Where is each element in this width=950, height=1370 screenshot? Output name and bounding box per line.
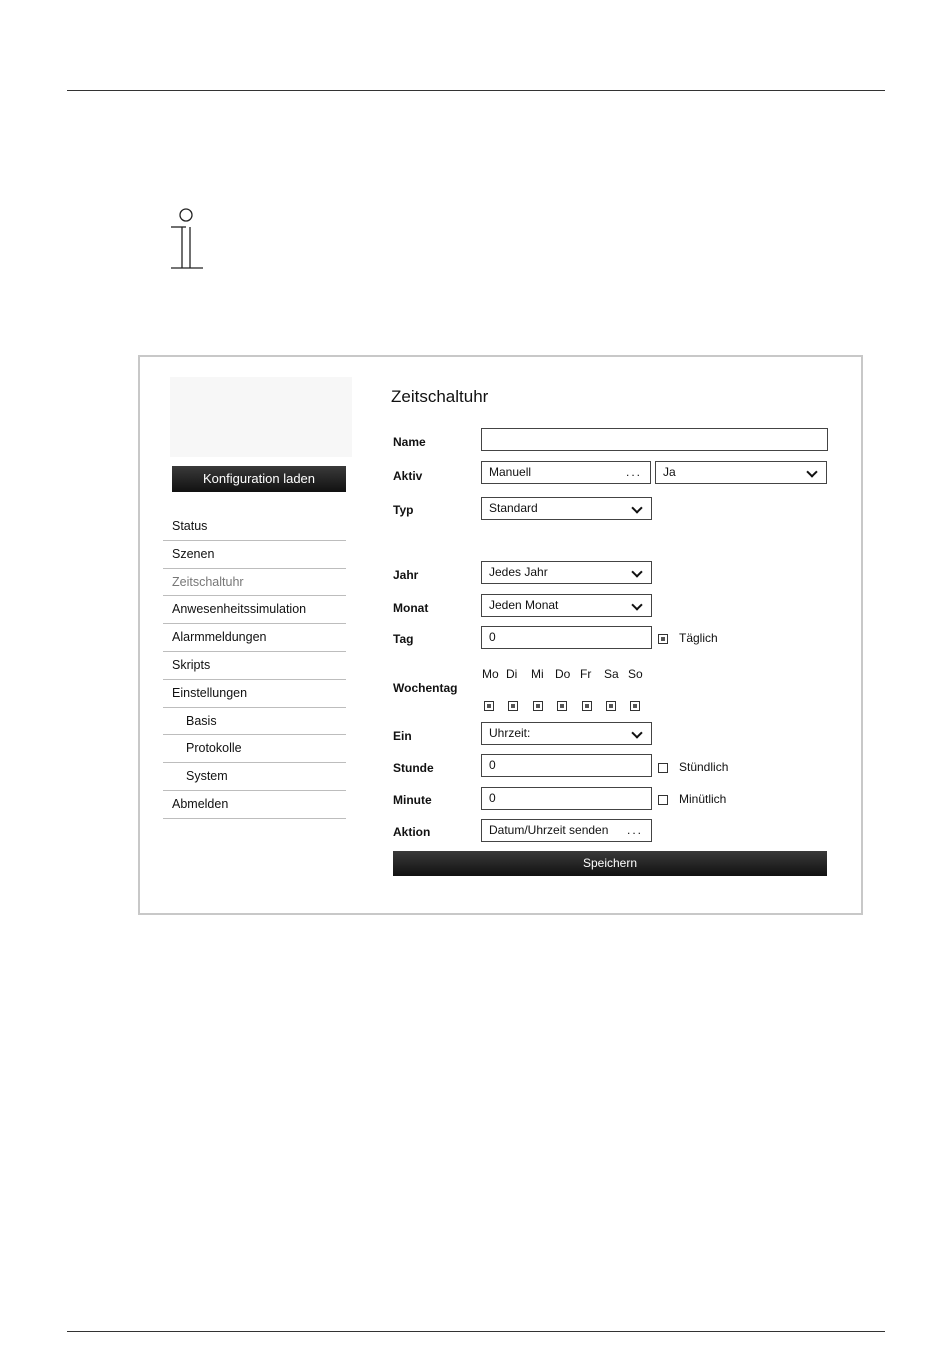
sidebar-item-skripts[interactable]: Skripts: [163, 652, 346, 680]
taeglich-checkbox[interactable]: [658, 634, 668, 644]
stunde-label: Stunde: [393, 761, 434, 775]
day-checkbox-do[interactable]: [557, 701, 567, 711]
sidebar-item-system[interactable]: System: [163, 763, 346, 791]
sidebar-item-szenen[interactable]: Szenen: [163, 541, 346, 569]
aktion-label: Aktion: [393, 825, 431, 839]
footer-rule: [67, 1331, 885, 1332]
save-button[interactable]: Speichern: [393, 851, 827, 876]
day-label-do: Do: [555, 667, 571, 681]
minuetlich-checkbox[interactable]: [658, 795, 668, 805]
sidebar-item-protokolle[interactable]: Protokolle: [163, 735, 346, 763]
minute-input[interactable]: 0: [481, 787, 652, 810]
day-label-mi: Mi: [531, 667, 544, 681]
info-icon: [168, 206, 204, 270]
aktion-more-button[interactable]: ...: [626, 823, 643, 837]
stunde-input[interactable]: 0: [481, 754, 652, 777]
monat-label: Monat: [393, 601, 429, 615]
wochentag-label: Wochentag: [393, 681, 458, 695]
typ-select[interactable]: Standard: [481, 497, 652, 520]
monat-select[interactable]: Jeden Monat: [481, 594, 652, 617]
sidebar-item-zeitschaltuhr[interactable]: Zeitschaltuhr: [163, 569, 346, 597]
sidebar-item-basis[interactable]: Basis: [163, 708, 346, 736]
jahr-label: Jahr: [393, 568, 419, 582]
sidebar-item-anwesenheitssimulation[interactable]: Anwesenheitssimulation: [163, 596, 346, 624]
aktiv-select[interactable]: Ja: [655, 461, 827, 484]
tag-input[interactable]: 0: [481, 626, 652, 649]
stuendlich-label: Stündlich: [679, 760, 729, 774]
aktion-value: Datum/Uhrzeit senden: [489, 823, 609, 837]
aktiv-mode-value: Manuell: [489, 465, 532, 479]
aktion-field[interactable]: [481, 819, 652, 842]
minute-label: Minute: [393, 793, 432, 807]
day-checkbox-sa[interactable]: [606, 701, 616, 711]
name-label: Name: [393, 435, 426, 449]
day-label-di: Di: [506, 667, 518, 681]
day-checkbox-so[interactable]: [630, 701, 640, 711]
jahr-select[interactable]: Jedes Jahr: [481, 561, 652, 584]
day-label-so: So: [628, 667, 643, 681]
load-configuration-button[interactable]: Konfiguration laden: [172, 466, 346, 492]
day-checkbox-di[interactable]: [508, 701, 518, 711]
day-label-mo: Mo: [482, 667, 499, 681]
page-title: Zeitschaltuhr: [391, 387, 489, 406]
header-rule: [67, 90, 885, 91]
aktiv-label: Aktiv: [393, 469, 423, 483]
tag-label: Tag: [393, 632, 414, 646]
ein-select[interactable]: Uhrzeit:: [481, 722, 652, 745]
sidebar-item-alarmmeldungen[interactable]: Alarmmeldungen: [163, 624, 346, 652]
sidebar-item-einstellungen[interactable]: Einstellungen: [163, 680, 346, 708]
day-label-fr: Fr: [580, 667, 592, 681]
day-label-sa: Sa: [604, 667, 619, 681]
app-screenshot-frame: [138, 355, 863, 915]
day-checkbox-mi[interactable]: [533, 701, 543, 711]
minuetlich-label: Minütlich: [679, 792, 727, 806]
aktiv-mode-more-button[interactable]: ...: [625, 465, 642, 479]
stuendlich-checkbox[interactable]: [658, 763, 668, 773]
name-input[interactable]: [481, 428, 828, 451]
logo-placeholder: [170, 377, 352, 457]
typ-label: Typ: [393, 503, 414, 517]
day-checkbox-mo[interactable]: [484, 701, 494, 711]
ein-label: Ein: [393, 729, 412, 743]
taeglich-label: Täglich: [679, 631, 718, 645]
sidebar-item-abmelden[interactable]: Abmelden: [163, 791, 346, 819]
sidebar-nav: [163, 513, 346, 819]
sidebar-item-status[interactable]: Status: [163, 513, 346, 541]
aktiv-mode-field[interactable]: [481, 461, 651, 484]
day-checkbox-fr[interactable]: [582, 701, 592, 711]
